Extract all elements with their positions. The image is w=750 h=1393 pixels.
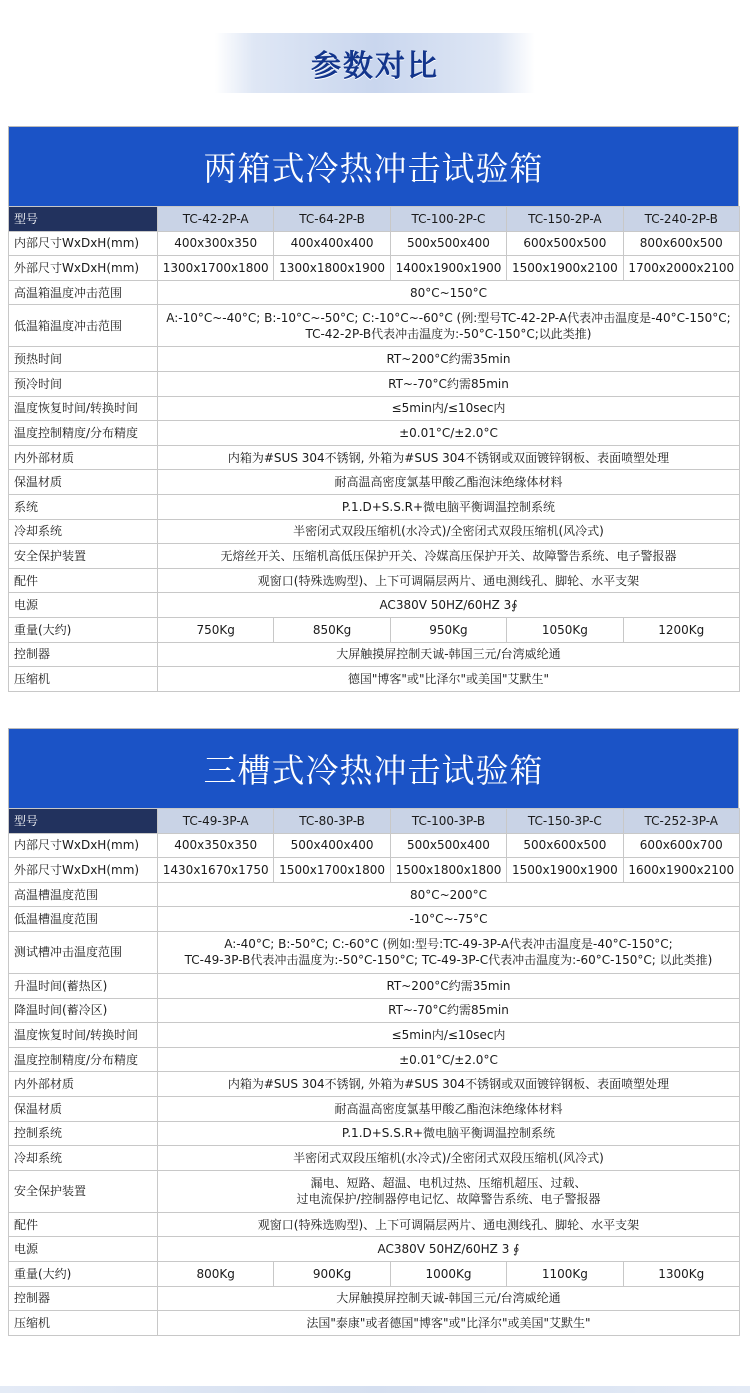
value-cell: AC380V 50HZ/60HZ 3 ∮ <box>158 1237 740 1262</box>
row-outer-size <box>9 858 740 883</box>
row-insulation <box>9 1096 740 1121</box>
row-low-temp <box>9 305 740 347</box>
value-cell: 500x500x400 <box>390 231 506 256</box>
value-cell: 1700x2000x2100 <box>623 256 739 281</box>
row-label: 温度恢复时间/转换时间 <box>9 396 158 421</box>
value-cell: 1300Kg <box>623 1261 739 1286</box>
spec-table <box>8 808 740 1336</box>
row-accessory <box>9 568 740 593</box>
value-cell: 1500x1700x1800 <box>274 858 390 883</box>
value-cell: 1500x1900x1900 <box>507 858 623 883</box>
model-cell: TC-252-3P-A <box>623 809 739 834</box>
row-system <box>9 1121 740 1146</box>
spec-table <box>8 206 740 692</box>
value-cell: 80°C~150°C <box>158 280 740 305</box>
value-cell: 750Kg <box>158 617 274 642</box>
row-weight <box>9 1261 740 1286</box>
row-label: 温度控制精度/分布精度 <box>9 421 158 446</box>
row-recover <box>9 396 740 421</box>
value-cell: P.1.D+S.S.R+微电脑平衡调温控制系统 <box>158 1121 740 1146</box>
value-cell: 800x600x500 <box>623 231 739 256</box>
row-label: 外部尺寸WxDxH(mm) <box>9 858 158 883</box>
value-cell: 500x500x400 <box>390 833 506 858</box>
row-cooling <box>9 1146 740 1171</box>
row-label: 重量(大约) <box>9 617 158 642</box>
row-label: 电源 <box>9 593 158 618</box>
row-label: 预热时间 <box>9 347 158 372</box>
value-cell: 500x400x400 <box>274 833 390 858</box>
section-header <box>8 728 739 808</box>
row-label: 内外部材质 <box>9 1072 158 1097</box>
row-low-temp <box>9 907 740 932</box>
row-inner-size <box>9 231 740 256</box>
value-line: 漏电、短路、超温、电机过热、压缩机超压、过载、 <box>310 1176 587 1191</box>
row-weight <box>9 617 740 642</box>
row-high-temp <box>9 280 740 305</box>
row-power <box>9 593 740 618</box>
value-cell: 600x500x500 <box>507 231 623 256</box>
model-cell: TC-100-2P-C <box>390 207 506 232</box>
value-cell: 950Kg <box>390 617 506 642</box>
row-label: 安全保护装置 <box>9 1170 158 1212</box>
value-cell: 大屏触摸屏控制天诚-韩国三元/台湾威纶通 <box>158 642 740 667</box>
row-label: 控制系统 <box>9 1121 158 1146</box>
row-label: 低温箱温度冲击范围 <box>9 305 158 347</box>
row-recover <box>9 1023 740 1048</box>
row-label: 压缩机 <box>9 1311 158 1336</box>
value-cell: 法国"泰康"或者德国"博客"或"比泽尔"或美国"艾默生" <box>158 1311 740 1336</box>
row-label: 保温材质 <box>9 1096 158 1121</box>
row-test-temp <box>9 931 740 973</box>
row-high-temp <box>9 882 740 907</box>
section-three-zone <box>8 728 739 1336</box>
value-cell: 1300x1700x1800 <box>158 256 274 281</box>
row-label: 温度恢复时间/转换时间 <box>9 1023 158 1048</box>
row-label: 压缩机 <box>9 667 158 692</box>
value-cell: ±0.01°C/±2.0°C <box>158 421 740 446</box>
value-cell: 1000Kg <box>390 1261 506 1286</box>
value-cell: 1600x1900x2100 <box>623 858 739 883</box>
row-accessory <box>9 1212 740 1237</box>
row-controller <box>9 642 740 667</box>
value-cell: 观窗口(特殊选购型)、上下可调隔层两片、通电测线孔、脚轮、水平支架 <box>158 568 740 593</box>
value-line: A:-40°C; B:-50°C; C:-60°C (例如:型号:TC-49-3P-A代表冲击温度是-40°C-150°C; <box>224 937 673 952</box>
row-system <box>9 494 740 519</box>
top-banner <box>0 0 750 105</box>
value-cell: 德国"博客"或"比泽尔"或美国"艾默生" <box>158 667 740 692</box>
value-cell: 1200Kg <box>623 617 739 642</box>
value-cell: 观窗口(特殊选购型)、上下可调隔层两片、通电测线孔、脚轮、水平支架 <box>158 1212 740 1237</box>
row-label: 控制器 <box>9 642 158 667</box>
row-label: 型号 <box>9 809 158 834</box>
value-cell: P.1.D+S.S.R+微电脑平衡调温控制系统 <box>158 494 740 519</box>
value-cell: 1400x1900x1900 <box>390 256 506 281</box>
value-cell: ≤5min内/≤10sec内 <box>158 1023 740 1048</box>
value-cell: ±0.01°C/±2.0°C <box>158 1047 740 1072</box>
row-label: 配件 <box>9 568 158 593</box>
row-safety <box>9 544 740 569</box>
value-cell <box>158 305 740 347</box>
row-label: 配件 <box>9 1212 158 1237</box>
value-cell: 1100Kg <box>507 1261 623 1286</box>
row-label: 降温时间(蓄冷区) <box>9 998 158 1023</box>
value-line: 过电流保护/控制器停电记忆、故障警告系统、电子警报器 <box>296 1192 601 1207</box>
row-cooling <box>9 519 740 544</box>
value-cell <box>158 1170 740 1212</box>
value-cell: 半密闭式双段压缩机(水冷式)/全密闭式双段压缩机(风冷式) <box>158 519 740 544</box>
row-label: 低温槽温度范围 <box>9 907 158 932</box>
row-material <box>9 445 740 470</box>
value-cell: -10°C~-75°C <box>158 907 740 932</box>
value-cell: 400x400x400 <box>274 231 390 256</box>
model-cell: TC-64-2P-B <box>274 207 390 232</box>
model-cell: TC-80-3P-B <box>274 809 390 834</box>
row-label: 高温槽温度范围 <box>9 882 158 907</box>
row-label: 冷却系统 <box>9 1146 158 1171</box>
value-cell: 500x600x500 <box>507 833 623 858</box>
row-label: 保温材质 <box>9 470 158 495</box>
row-label: 升温时间(蓄热区) <box>9 973 158 998</box>
value-cell <box>158 931 740 973</box>
bottom-strip <box>0 1386 750 1393</box>
row-precool <box>9 371 740 396</box>
section-header <box>8 126 739 206</box>
model-cell: TC-100-3P-B <box>390 809 506 834</box>
value-cell: 1500x1900x2100 <box>507 256 623 281</box>
banner-pill <box>215 33 535 93</box>
row-preheat <box>9 347 740 372</box>
value-cell: 1300x1800x1900 <box>274 256 390 281</box>
row-power <box>9 1237 740 1262</box>
section-title: 两箱式冷热冲击试验箱 <box>203 149 544 188</box>
value-line: TC-49-3P-B代表冲击温度为:-50°C-150°C; TC-49-3P-C代表冲击温度为:-60°C-150°C; 以此类推) <box>184 953 713 968</box>
model-cell: TC-42-2P-A <box>158 207 274 232</box>
row-label: 外部尺寸WxDxH(mm) <box>9 256 158 281</box>
value-cell: 半密闭式双段压缩机(水冷式)/全密闭式双段压缩机(风冷式) <box>158 1146 740 1171</box>
value-cell: 850Kg <box>274 617 390 642</box>
banner-title: 参数对比 <box>311 49 439 84</box>
value-cell: 800Kg <box>158 1261 274 1286</box>
row-cool <box>9 998 740 1023</box>
value-line: A:-10°C~-40°C; B:-10°C~-50°C; C:-10°C~-60°C (例:型号TC-42-2P-A代表冲击温度是-40°C-150°C; <box>166 310 731 325</box>
value-cell: 400x300x350 <box>158 231 274 256</box>
value-cell: 1430x1670x1750 <box>158 858 274 883</box>
row-label: 安全保护装置 <box>9 544 158 569</box>
section-two-box <box>8 126 739 692</box>
model-cell: TC-150-3P-C <box>507 809 623 834</box>
row-outer-size <box>9 256 740 281</box>
section-title: 三槽式冷热冲击试验箱 <box>203 751 544 790</box>
value-cell: ≤5min内/≤10sec内 <box>158 396 740 421</box>
row-label: 内部尺寸WxDxH(mm) <box>9 231 158 256</box>
row-precision <box>9 421 740 446</box>
value-cell: 大屏触摸屏控制天诚-韩国三元/台湾威纶通 <box>158 1286 740 1311</box>
value-cell: 无熔丝开关、压缩机高低压保护开关、冷媒高压保护开关、故障警告系统、电子警报器 <box>158 544 740 569</box>
value-cell: 耐高温高密度氯基甲酸乙酯泡沫绝缘体材料 <box>158 470 740 495</box>
value-line: TC-42-2P-B代表冲击温度为:-50°C-150°C;以此类推) <box>305 326 592 341</box>
row-compressor <box>9 1311 740 1336</box>
value-cell: 1050Kg <box>507 617 623 642</box>
row-precision <box>9 1047 740 1072</box>
value-cell: RT~200°C约需35min <box>158 347 740 372</box>
model-cell: TC-49-3P-A <box>158 809 274 834</box>
row-controller <box>9 1286 740 1311</box>
row-label: 型号 <box>9 207 158 232</box>
value-cell: 内箱为#SUS 304不锈钢, 外箱为#SUS 304不锈钢或双面镀锌钢板、表面喷塑处理 <box>158 1072 740 1097</box>
row-heat <box>9 973 740 998</box>
value-cell: 1500x1800x1800 <box>390 858 506 883</box>
value-cell: 耐高温高密度氯基甲酸乙酯泡沫绝缘体材料 <box>158 1096 740 1121</box>
row-model <box>9 809 740 834</box>
row-label: 测试槽冲击温度范围 <box>9 931 158 973</box>
model-cell: TC-240-2P-B <box>623 207 739 232</box>
value-cell: AC380V 50HZ/60HZ 3∮ <box>158 593 740 618</box>
row-label: 内部尺寸WxDxH(mm) <box>9 833 158 858</box>
row-label: 温度控制精度/分布精度 <box>9 1047 158 1072</box>
value-cell: RT~-70°C约需85min <box>158 371 740 396</box>
row-model <box>9 207 740 232</box>
value-cell: 内箱为#SUS 304不锈钢, 外箱为#SUS 304不锈钢或双面镀锌钢板、表面喷塑处理 <box>158 445 740 470</box>
row-insulation <box>9 470 740 495</box>
value-cell: RT~200°C约需35min <box>158 973 740 998</box>
row-label: 控制器 <box>9 1286 158 1311</box>
row-label: 高温箱温度冲击范围 <box>9 280 158 305</box>
row-compressor <box>9 667 740 692</box>
row-label: 预冷时间 <box>9 371 158 396</box>
row-label: 系统 <box>9 494 158 519</box>
row-label: 内外部材质 <box>9 445 158 470</box>
value-cell: 400x350x350 <box>158 833 274 858</box>
value-cell: RT~-70°C约需85min <box>158 998 740 1023</box>
row-inner-size <box>9 833 740 858</box>
row-material <box>9 1072 740 1097</box>
row-safety <box>9 1170 740 1212</box>
value-cell: 600x600x700 <box>623 833 739 858</box>
row-label: 电源 <box>9 1237 158 1262</box>
value-cell: 900Kg <box>274 1261 390 1286</box>
row-label: 重量(大约) <box>9 1261 158 1286</box>
row-label: 冷却系统 <box>9 519 158 544</box>
value-cell: 80°C~200°C <box>158 882 740 907</box>
model-cell: TC-150-2P-A <box>507 207 623 232</box>
